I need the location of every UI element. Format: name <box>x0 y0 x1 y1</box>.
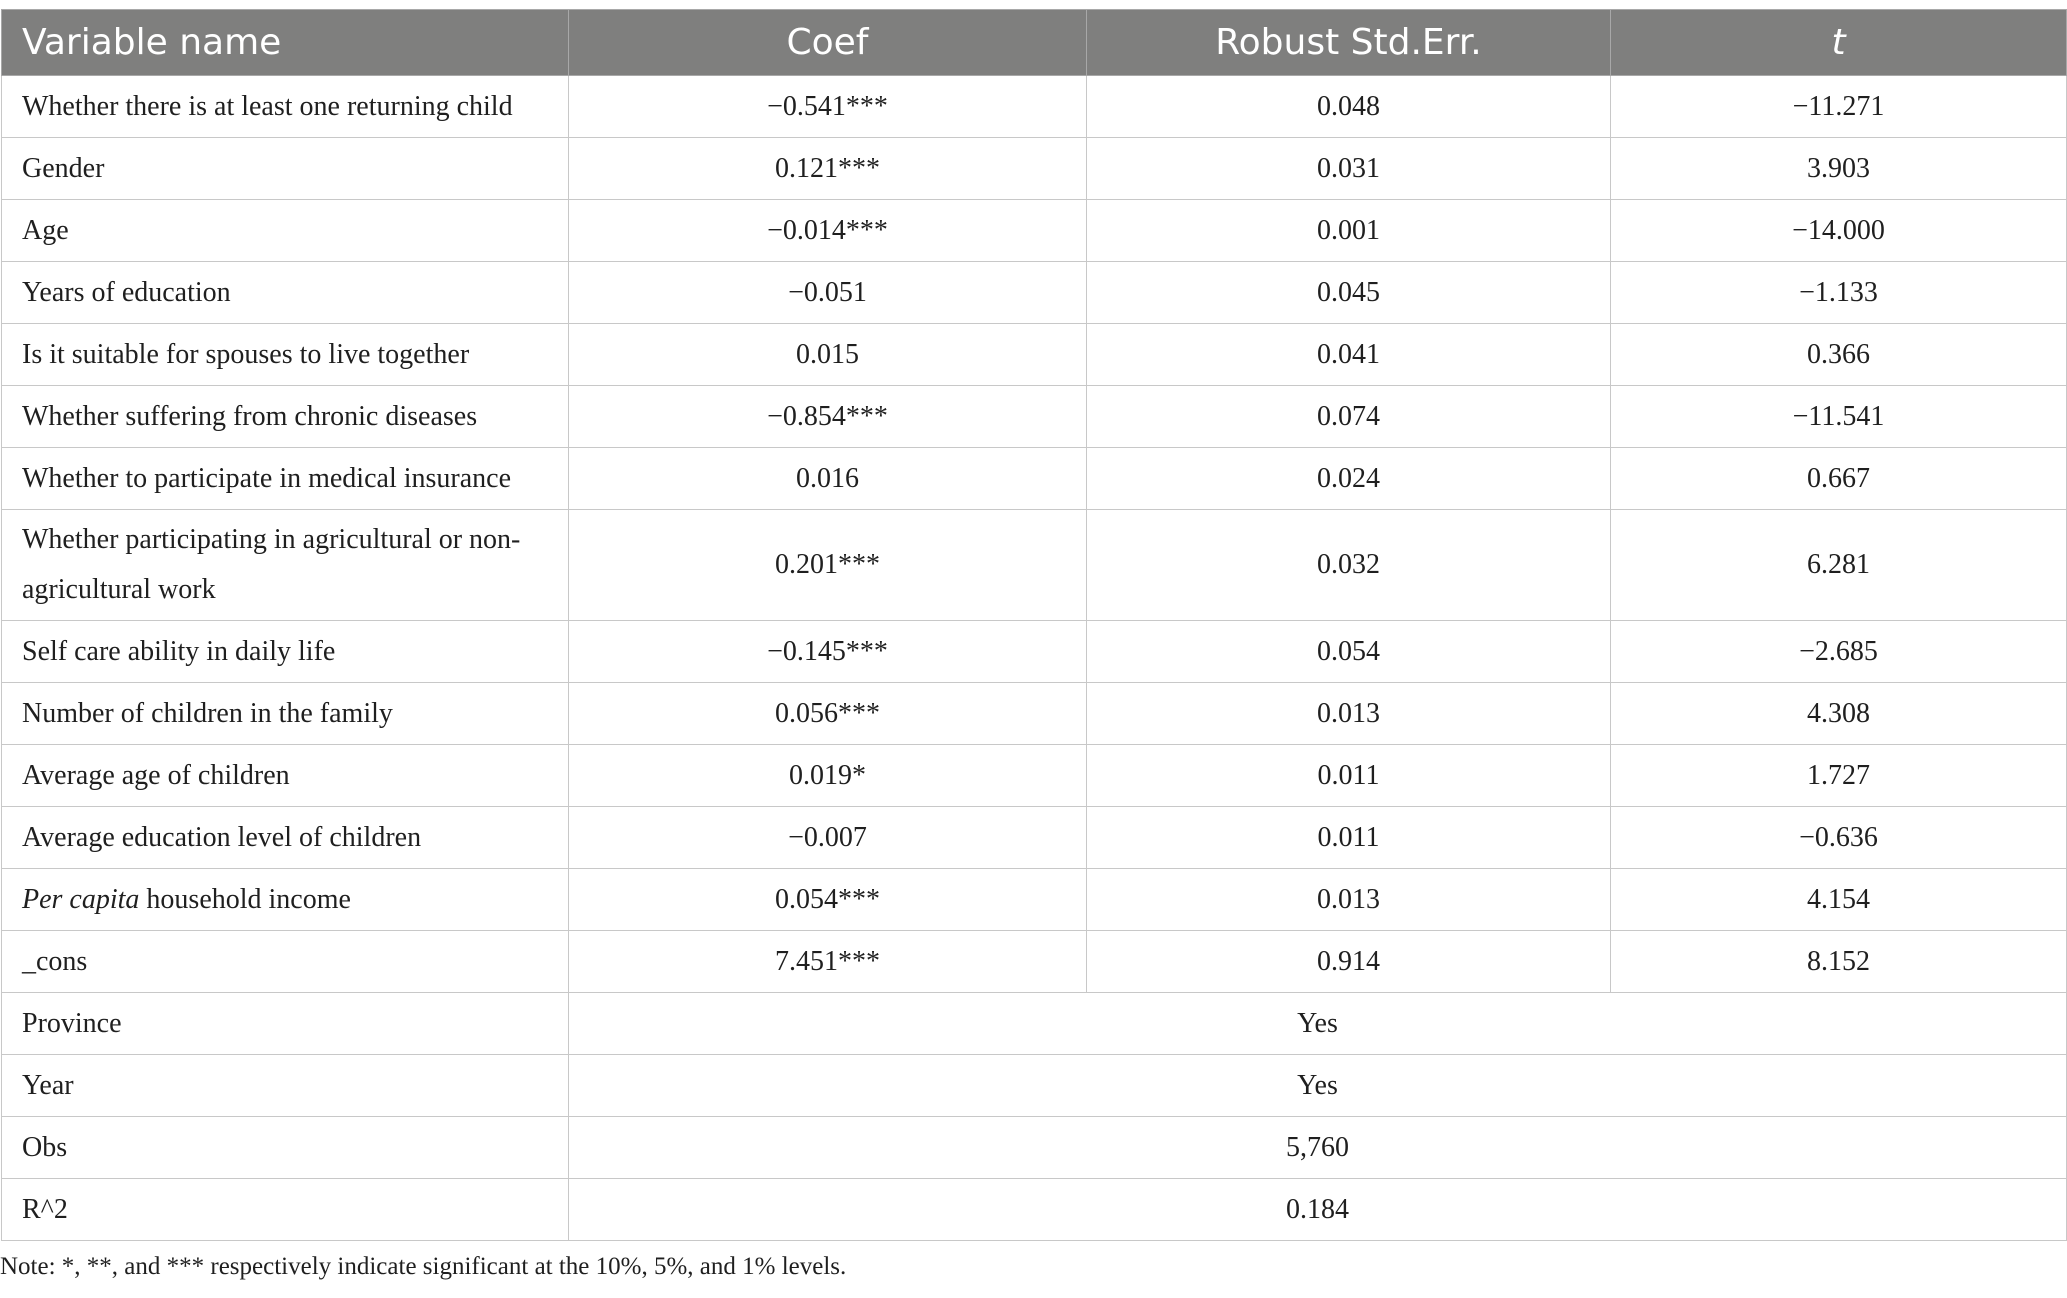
summary-label: R^2 <box>2 1179 569 1241</box>
summary-value: Yes <box>569 1055 2067 1117</box>
table-row <box>2 262 2067 324</box>
std-err-cell: 0.011 <box>1087 807 1611 869</box>
std-err-cell: 0.914 <box>1087 931 1611 993</box>
table-row <box>2 510 2067 621</box>
coef-cell: 0.016 <box>569 448 1087 510</box>
table-row <box>2 807 2067 869</box>
table-row <box>2 745 2067 807</box>
std-err-cell: 0.031 <box>1087 138 1611 200</box>
variable-label: Age <box>2 200 569 262</box>
summary-value: 5,760 <box>569 1117 2067 1179</box>
coef-cell: 7.451*** <box>569 931 1087 993</box>
table-row <box>2 869 2067 931</box>
t-cell: −14.000 <box>1611 200 2067 262</box>
t-cell: −2.685 <box>1611 621 2067 683</box>
coef-cell: −0.145*** <box>569 621 1087 683</box>
variable-label: Whether suffering from chronic diseases <box>2 386 569 448</box>
std-err-cell: 0.048 <box>1087 76 1611 138</box>
variable-label: _cons <box>2 931 569 993</box>
summary-value: Yes <box>569 993 2067 1055</box>
summary-label: Province <box>2 993 569 1055</box>
variable-label: Average age of children <box>2 745 569 807</box>
header-robust-std-err: Robust Std.Err. <box>1087 10 1611 76</box>
table-row <box>2 200 2067 262</box>
table-row <box>2 76 2067 138</box>
coef-cell: 0.019* <box>569 745 1087 807</box>
coef-cell: 0.056*** <box>569 683 1087 745</box>
coef-cell: −0.051 <box>569 262 1087 324</box>
regression-results-table <box>1 9 2067 1241</box>
t-cell: 0.366 <box>1611 324 2067 386</box>
std-err-cell: 0.013 <box>1087 869 1611 931</box>
variable-label: Is it suitable for spouses to live together <box>2 324 569 386</box>
t-cell: 4.154 <box>1611 869 2067 931</box>
summary-row <box>2 1055 2067 1117</box>
header-t: t <box>1611 10 2067 76</box>
table-row <box>2 324 2067 386</box>
std-err-cell: 0.024 <box>1087 448 1611 510</box>
coef-cell: −0.014*** <box>569 200 1087 262</box>
summary-label: Year <box>2 1055 569 1117</box>
summary-label: Obs <box>2 1117 569 1179</box>
coef-cell: 0.015 <box>569 324 1087 386</box>
std-err-cell: 0.041 <box>1087 324 1611 386</box>
variable-label-italic: Per capita <box>22 883 140 915</box>
variable-label: Number of children in the family <box>2 683 569 745</box>
std-err-cell: 0.054 <box>1087 621 1611 683</box>
coef-cell: −0.541*** <box>569 76 1087 138</box>
header-row <box>2 10 2067 76</box>
t-cell: 8.152 <box>1611 931 2067 993</box>
table-row <box>2 138 2067 200</box>
variable-label: Average education level of children <box>2 807 569 869</box>
std-err-cell: 0.032 <box>1087 510 1611 621</box>
coef-cell: 0.121*** <box>569 138 1087 200</box>
coef-cell: 0.054*** <box>569 869 1087 931</box>
coef-cell: −0.854*** <box>569 386 1087 448</box>
t-cell: −11.541 <box>1611 386 2067 448</box>
variable-label: Self care ability in daily life <box>2 621 569 683</box>
t-cell: −1.133 <box>1611 262 2067 324</box>
header-coef: Coef <box>569 10 1087 76</box>
variable-label: Whether participating in agricultural or non-agricultural work <box>2 510 569 621</box>
header-variable-name: Variable name <box>2 10 569 76</box>
summary-row <box>2 1179 2067 1241</box>
coef-cell: 0.201*** <box>569 510 1087 621</box>
t-cell: 0.667 <box>1611 448 2067 510</box>
t-cell: −0.636 <box>1611 807 2067 869</box>
t-cell: 3.903 <box>1611 138 2067 200</box>
table-row <box>2 683 2067 745</box>
summary-value: 0.184 <box>569 1179 2067 1241</box>
table-row <box>2 621 2067 683</box>
table-row <box>2 386 2067 448</box>
variable-label: Years of education <box>2 262 569 324</box>
variable-label <box>2 869 569 931</box>
variable-label: Gender <box>2 138 569 200</box>
t-cell: 6.281 <box>1611 510 2067 621</box>
summary-row <box>2 993 2067 1055</box>
std-err-cell: 0.074 <box>1087 386 1611 448</box>
variable-label: Whether there is at least one returning child <box>2 76 569 138</box>
std-err-cell: 0.013 <box>1087 683 1611 745</box>
t-cell: 4.308 <box>1611 683 2067 745</box>
std-err-cell: 0.045 <box>1087 262 1611 324</box>
table-note: Note: *, **, and *** respectively indicate significant at the 10%, 5%, and 1% levels. <box>0 1253 847 1280</box>
table-row <box>2 931 2067 993</box>
t-cell: −11.271 <box>1611 76 2067 138</box>
variable-label: Whether to participate in medical insurance <box>2 448 569 510</box>
t-cell: 1.727 <box>1611 745 2067 807</box>
std-err-cell: 0.011 <box>1087 745 1611 807</box>
summary-row <box>2 1117 2067 1179</box>
variable-label-rest: household income <box>139 883 351 915</box>
table-row <box>2 448 2067 510</box>
std-err-cell: 0.001 <box>1087 200 1611 262</box>
coef-cell: −0.007 <box>569 807 1087 869</box>
